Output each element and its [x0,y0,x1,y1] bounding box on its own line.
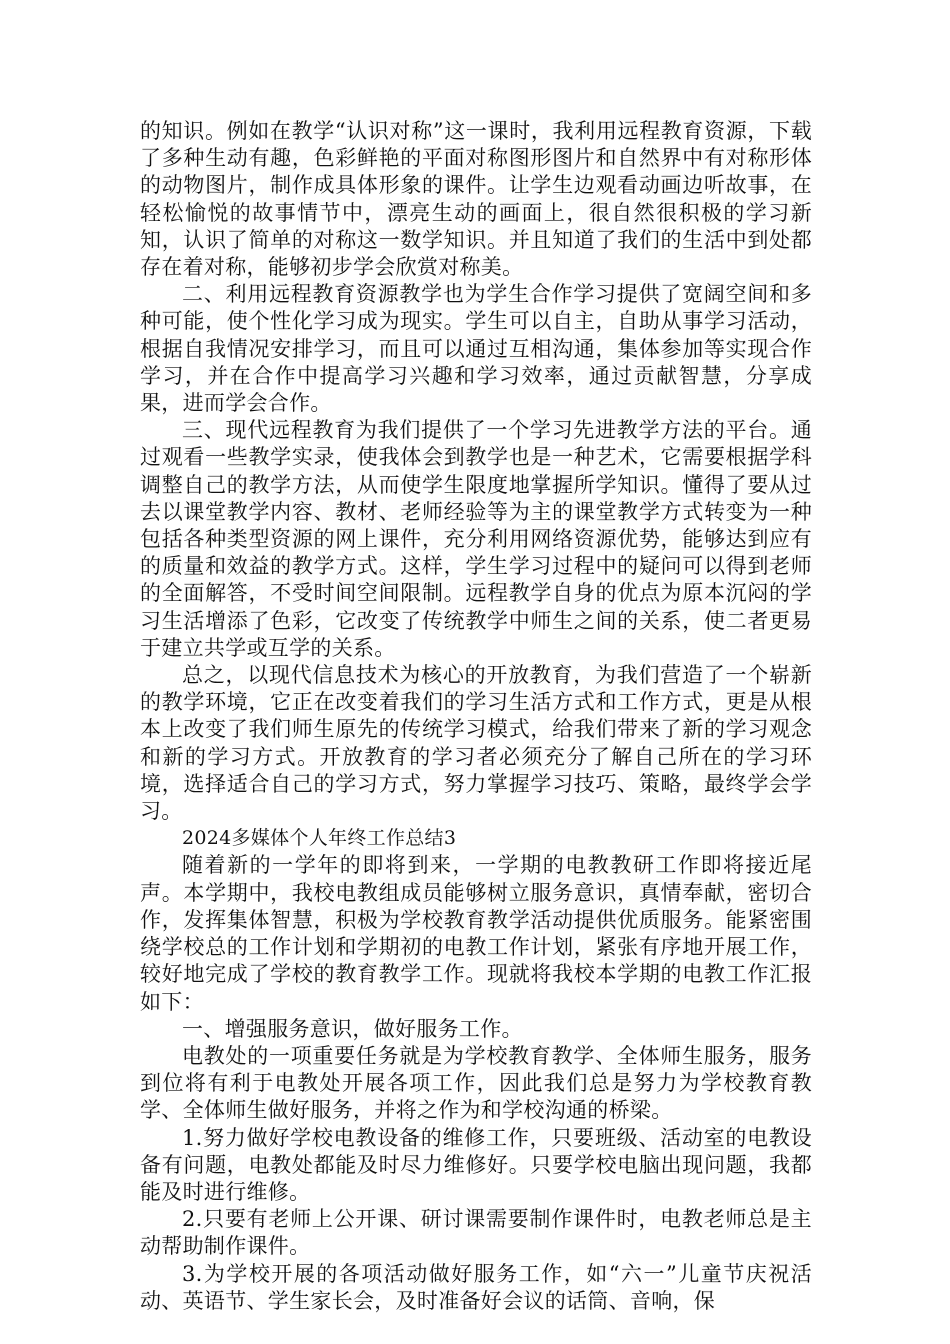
paragraph-subheading: 一、增强服务意识，做好服务工作。 [182,1016,523,1041]
paragraph-item-3: 3.为学校开展的各项活动做好服务工作，如“六一”儿童节庆祝活动、英语节、学生家长会，及时准备好会议的话筒、音响，保 [140,1261,812,1313]
paragraph-section-three: 三、现代远程教育为我们提供了一个学习先进教学方法的平台。通过观看一些教学实录，使我体会到教学也是一种艺术，它需要根据学科调整自己的教学方法，从而使学生限度地掌握所学知识。懂得了要从过去以课堂教学内容、教材、老师经验等为主的课堂教学方式转变为一种包括各种类型资源的网上课件，充分利用网络资源优势，能够达到应有的质量和效益的教学方式。这样，学生学习过程中的疑问可以得到老师的全面解答，不受时间空间限制。远程教学自身的优点为原本沉闷的学习生活增添了色彩，它改变了传统教学中师生之间的关系，使二者更易于建立共学或互学的关系。 [140,418,812,660]
paragraph-item-2: 2.只要有老师上公开课、研讨课需要制作课件时，电教老师总是主动帮助制作课件。 [140,1207,812,1259]
document-page [140,118,812,1315]
paragraph-item-1: 1.努力做好学校电教设备的维修工作，只要班级、活动室的电教设备有问题，电教处都能及时尽力维修好。只要学校电脑出现问题，我都能及时进行维修。 [140,1125,812,1204]
paragraph-summary: 总之，以现代信息技术为核心的开放教育，为我们营造了一个崭新的教学环境，它正在改变着我们的学习生活方式和工作方式，更是从根本上改变了我们师生原先的传统学习模式，给我们带来了新的学习观念和新的学习方式。开放教育的学习者必须充分了解自己所在的学习环境，选择适合自己的学习方式，努力掌握学习技巧、策略，最终学会学习。 [140,663,812,824]
paragraph-intro: 随着新的一学年的即将到来，一学期的电教教研工作即将接近尾声。本学期中，我校电教组成员能够树立服务意识，真情奉献，密切合作，发挥集体智慧，积极为学校教育教学活动提供优质服务。能紧密围绕学校总的工作计划和学期初的电教工作计划，紧张有序地开展工作，较好地完成了学校的教育教学工作。现就将我校本学期的电教工作汇报如下： [140,853,812,1014]
section-heading: 2024多媒体个人年终工作总结3 [182,827,457,850]
paragraph-continued: 的知识。例如在教学“认识对称”这一课时，我利用远程教育资源，下载了多种生动有趣，色彩鲜艳的平面对称图形图片和自然界中有对称形体的动物图片，制作成具体形象的课件。让学生边观看动画边听故事，在轻松愉悦的故事情节中，漂亮生动的画面上，很自然很积极的学习新知，认识了简单的对称这一数学知识。并且知道了我们的生活中到处都存在着对称，能够初步学会欣赏对称美。 [140,119,812,280]
paragraph-service: 电教处的一项重要任务就是为学校教育教学、全体师生服务，服务到位将有利于电教处开展各项工作，因此我们总是努力为学校教育教学、全体师生做好服务，并将之作为和学校沟通的桥梁。 [140,1043,812,1123]
paragraph-section-two: 二、利用远程教育资源教学也为学生合作学习提供了宽阔空间和多种可能，使个性化学习成为现实。学生可以自主，自助从事学习活动，根据自我情况安排学习，而且可以通过互相沟通，集体参加等实现合作学习，并在合作中提高学习兴趣和学习效率，通过贡献智慧，分享成果，进而学会合作。 [140,282,812,416]
